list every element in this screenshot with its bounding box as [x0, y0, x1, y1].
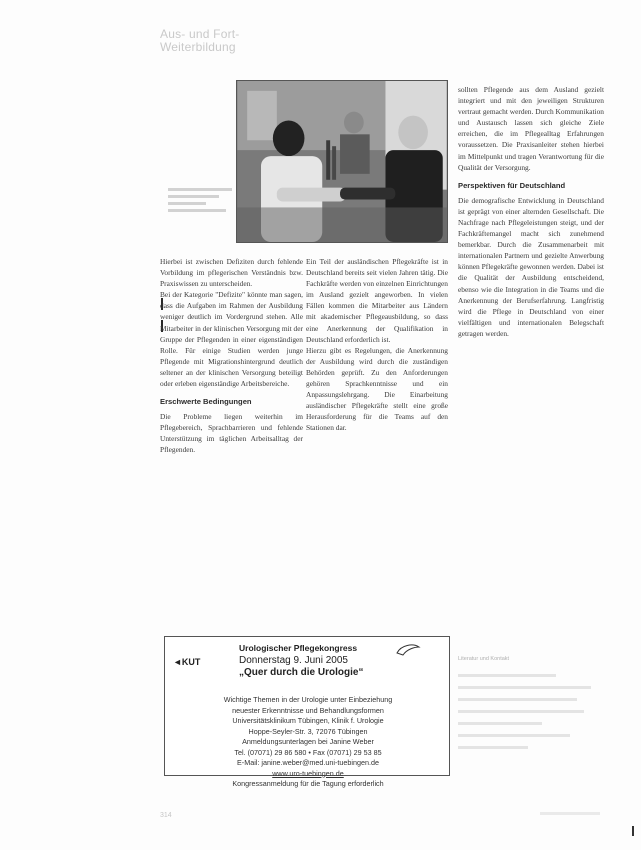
section-label-line1: Aus- und Fort- — [160, 27, 240, 41]
ad-line: Anmeldungsunterlagen bei Janine Weber — [242, 737, 374, 746]
paragraph: Die Probleme liegen weiterhin im Pflegebereich, Sprachbarrieren und fehlende Unterstützung im täglichen Arbeitsalltag der Pflegenden. — [160, 412, 303, 455]
paragraph: Hierbei ist zwischen Defiziten durch fehlende Vorbildung im pflegerischen Verständnis bzw. Praxiswissen zu unterscheiden. — [160, 257, 303, 289]
footer-rule — [540, 812, 600, 815]
photo-caption — [168, 188, 232, 216]
paragraph: Die demografische Entwicklung in Deutschland ist geprägt von einer alternden Gesellschaft. Die Nachfrage nach Pflegeleistungen steigt, und der Fachkräftemangel macht sich zunehmend bemerkbar. Durch die Zusammenarbeit mit internationalen Partnern und gezielte Anwerbung können Pflegekräfte gewonnen werden. Dabei ist die Qualität der Ausbildung entscheidend, ebenso wie die Integration in die Teams und die Anerkennung der Berufserfahrung. Langfristig wird die Pflege in Deutschland von einer vielfältigen und internationalen Belegschaft getragen werden. — [458, 195, 604, 338]
ad-website-link[interactable]: www.uro-tuebingen.de — [272, 768, 344, 778]
congress-advertisement — [164, 636, 450, 788]
ad-line: Hoppe-Seyler-Str. 3, 72076 Tübingen — [248, 726, 368, 736]
ad-date: Donnerstag 9. Juni 2005 — [239, 655, 348, 666]
paragraph: Hierzu gibt es Regelungen, die Anerkennung der Ausbildung wird durch die zuständigen Behörden geprüft. Zu den Anforderungen gehören Sprachkenntnisse und ein Anpassungslehrgang. Die Einarbeitung ausländischer Pflegekräfte stellt eine große Herausforderung für die Teams auf den Stationen dar. — [306, 345, 448, 433]
article-column-left — [160, 256, 303, 456]
article-column-right — [458, 84, 604, 339]
subheading: Erschwerte Bedingungen — [160, 397, 252, 407]
page-number: 314 — [160, 812, 172, 819]
ad-details — [171, 695, 445, 790]
swoosh-icon — [395, 643, 421, 657]
subheading: Perspektiven für Deutschland — [458, 180, 566, 190]
ad-line: Kongressanmeldung für die Tagung erforderlich — [232, 779, 384, 788]
ad-line: Tel. (07071) 29 86 580 • Fax (07071) 29 53 85 — [234, 747, 382, 757]
ad-theme: „Quer durch die Urologie“ — [239, 667, 364, 678]
paragraph: Bei der Kategorie "Defizite" könnte man sagen, dass die Aufgaben im Rahmen der Ausbildung weniger deutlich im Vordergrund stehen. Alle Mitarbeiter in der klinischen Versorgung mit der Gruppe der Pflegenden in einer eigenständigen Rolle. Für einige Studien werden junge Pflegende mit Migrationshintergrund deutlich seltener an der klinischen Versorgung beteiligt oder erleben eigenständige Arbeitsbereiche. — [160, 290, 303, 389]
ad-email[interactable]: E-Mail: janine.weber@med.uni-tuebingen.de — [237, 758, 379, 767]
paragraph: sollten Pflegende aus dem Ausland gezielt integriert und mit den jeweiligen Strukturen vertraut gemacht werden. Durch Kommunikation und Austausch lassen sich gleiche Ziele erreichen, die im Pflegealltag Erfahrungen voraussetzen. Die Praxisanleiter stehen hierbei im Mittelpunkt und tragen Verantwortung für die Qualität der Versorgung. — [458, 85, 604, 172]
ad-line: neuester Erkenntnisse und Behandlungsformen — [232, 705, 384, 715]
kut-logo: ◄KUT — [173, 657, 201, 667]
section-label — [160, 28, 280, 54]
nursing-photo — [236, 80, 448, 243]
section-label-line2: Weiterbildung — [160, 40, 236, 54]
ad-line: Universitätsklinikum Tübingen, Klinik f. Urologie — [232, 716, 384, 725]
article-column-middle — [306, 256, 448, 434]
page-edge-mark — [632, 826, 634, 836]
photo-image-icon — [237, 81, 447, 242]
info-box-heading: Literatur und Kontakt — [458, 656, 510, 662]
info-box — [458, 656, 598, 786]
paragraph: Ein Teil der ausländischen Pflegekräfte ist in Deutschland bereits seit vielen Jahren tätig. Die Fachkräfte werden von einzelnen Einrichtungen im Ausland gezielt angeworben. In vielen Fällen kommen die Mitarbeiter aus Ländern mit akademischer Pflegeausbildung, so dass eine Anerkennung der Qualifikation in Deutschland erforderlich ist. — [306, 257, 449, 344]
ad-line: Wichtige Themen in der Urologie unter Einbeziehung — [223, 695, 393, 704]
ad-title: Urologischer Pflegekongress — [239, 643, 358, 653]
